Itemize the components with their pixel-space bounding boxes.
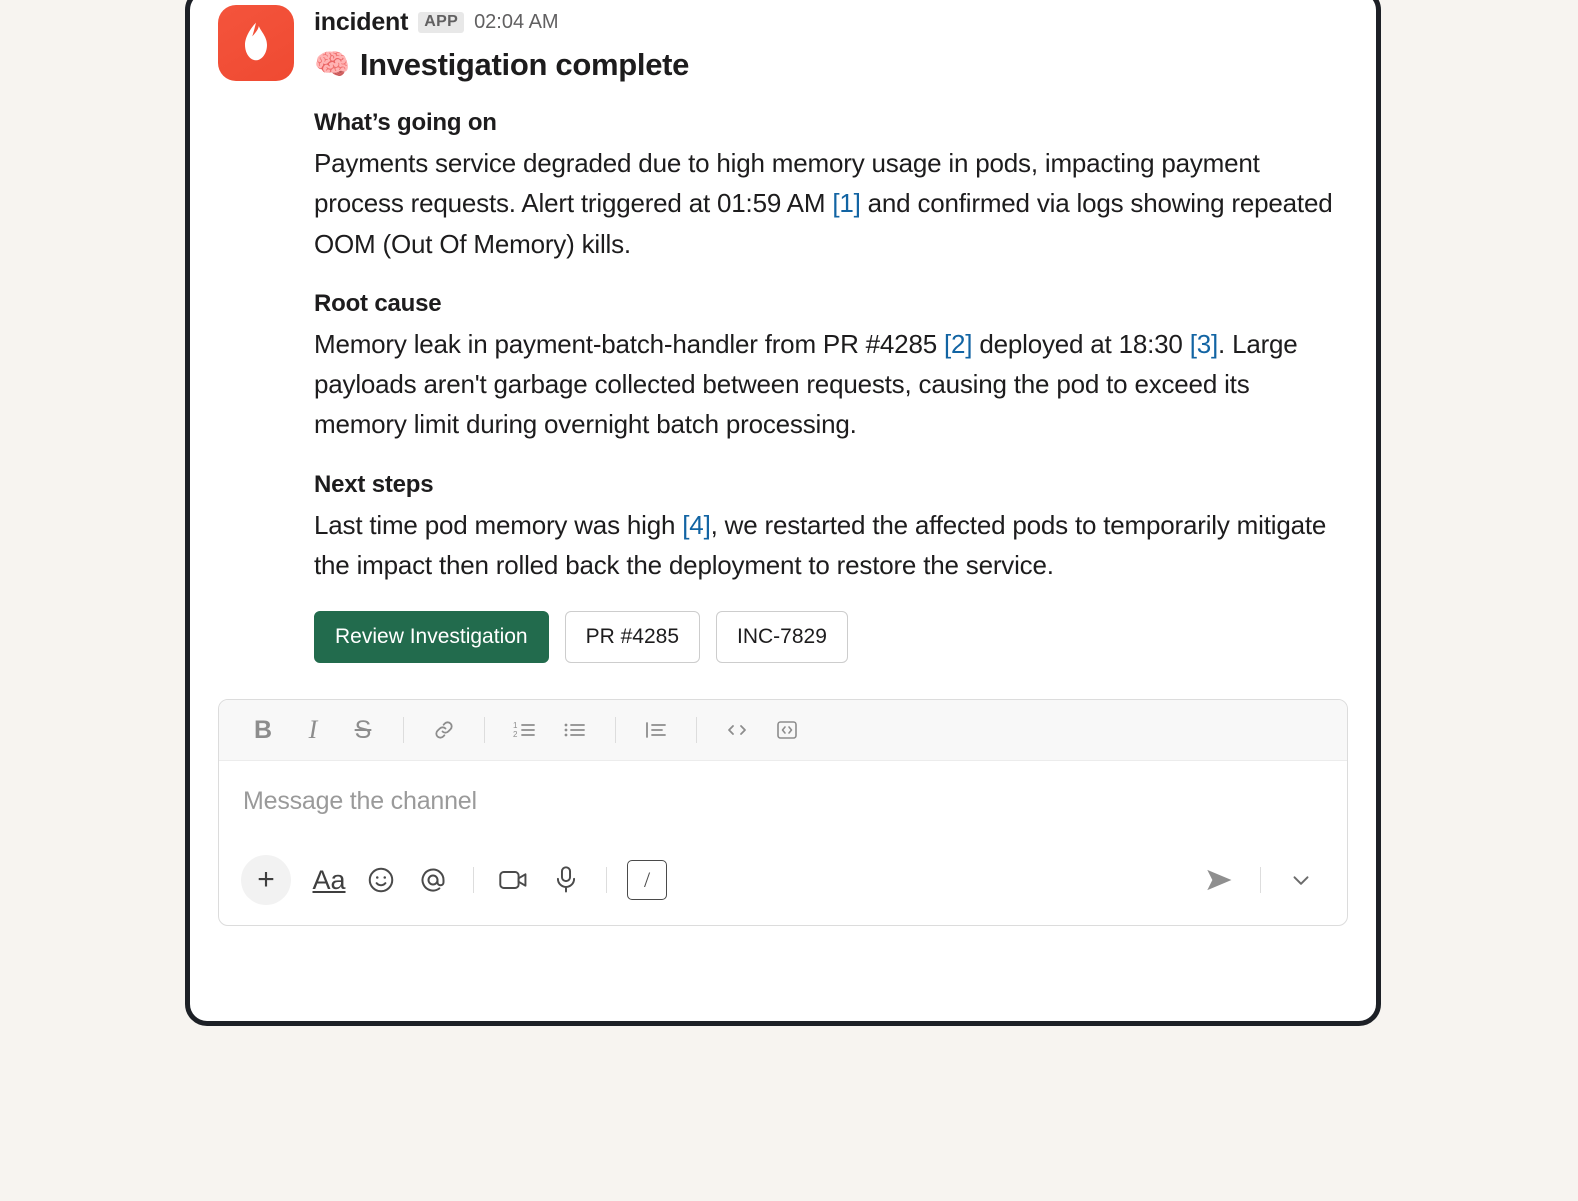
composer-footer xyxy=(219,849,1347,925)
footer-divider xyxy=(473,867,474,893)
bulleted-list-button[interactable] xyxy=(553,710,597,750)
blockquote-icon xyxy=(643,718,669,742)
section-heading: What’s going on xyxy=(314,109,497,136)
svg-text:1: 1 xyxy=(513,721,518,731)
slack-window xyxy=(185,0,1381,1026)
code-block-icon xyxy=(774,718,800,742)
section-root-cause xyxy=(314,290,1348,445)
code-icon xyxy=(724,718,750,742)
toolbar-divider xyxy=(484,717,485,743)
bulleted-list-icon xyxy=(562,718,588,742)
audio-clip-button[interactable] xyxy=(542,856,590,904)
svg-text:2: 2 xyxy=(513,730,518,740)
microphone-icon xyxy=(552,865,580,895)
citation-3[interactable]: [3] xyxy=(1189,328,1219,359)
message-title-row xyxy=(314,47,1348,83)
toolbar-divider xyxy=(696,717,697,743)
blockquote-button[interactable] xyxy=(634,710,678,750)
send-controls xyxy=(1196,856,1325,904)
message-input[interactable]: Message the channel xyxy=(243,787,477,816)
message-composer xyxy=(218,699,1348,926)
avatar xyxy=(218,5,294,81)
mention-button[interactable] xyxy=(409,856,457,904)
emoji-icon xyxy=(366,865,396,895)
review-investigation-button[interactable]: Review Investigation xyxy=(314,611,549,663)
message-header xyxy=(314,5,1348,39)
section-text xyxy=(314,143,1348,264)
at-icon xyxy=(418,865,448,895)
toolbar-divider xyxy=(403,717,404,743)
send-options-button[interactable] xyxy=(1277,856,1325,904)
section-heading: Next steps xyxy=(314,470,434,498)
send-button[interactable] xyxy=(1196,856,1244,904)
ordered-list-icon xyxy=(512,718,538,742)
text-fragment: deployed at 18:30 xyxy=(972,328,1190,359)
text-fragment: and confirmed via logs showing repeated OOM (Out Of Memory) kills. xyxy=(314,188,1333,259)
link-icon xyxy=(432,718,456,742)
incident-link-button[interactable]: INC-7829 xyxy=(716,611,848,663)
window-content xyxy=(190,0,1376,1021)
footer-divider xyxy=(606,867,607,893)
message-title: Investigation complete xyxy=(359,47,690,82)
chevron-down-icon xyxy=(1288,867,1314,893)
app-badge: APP xyxy=(418,12,464,33)
message-sender[interactable]: incident xyxy=(314,7,409,36)
link-button[interactable] xyxy=(422,710,466,750)
section-text xyxy=(314,505,1348,586)
section-text xyxy=(314,324,1348,445)
section-heading: Root cause xyxy=(314,289,442,317)
italic-button[interactable]: I xyxy=(308,715,318,745)
add-attachment-button[interactable]: + xyxy=(241,855,291,905)
flame-icon xyxy=(237,21,275,65)
message-actions xyxy=(314,611,1348,663)
message-timestamp[interactable]: 02:04 AM xyxy=(474,10,559,33)
send-divider xyxy=(1260,867,1261,893)
citation-1[interactable]: [1] xyxy=(832,188,861,219)
send-icon xyxy=(1204,866,1236,894)
section-whats-going-on xyxy=(314,109,1348,264)
slash-icon: / xyxy=(627,860,667,900)
citation-4[interactable]: [4] xyxy=(682,509,711,540)
bold-button[interactable]: B xyxy=(253,715,273,744)
toolbar-divider xyxy=(615,717,616,743)
ordered-list-button[interactable] xyxy=(503,710,547,750)
text-fragment: , we restarted the affected pods to temporarily mitigate the impact then rolled back the deployment to restore the service. xyxy=(314,509,1327,581)
text-fragment: Payments service degraded due to high memory usage in pods, impacting payment process requests. Alert triggered at 01:59 AM xyxy=(314,148,1260,219)
slash-command-button[interactable] xyxy=(623,856,671,904)
formatting-button[interactable]: Aa xyxy=(312,864,346,895)
brain-icon: 🧠 xyxy=(314,48,350,81)
section-next-steps xyxy=(314,471,1348,586)
text-fragment: . Large payloads aren't garbage collected between requests, causing the pod to exceed its memory limit during overnight batch processing. xyxy=(314,328,1298,440)
citation-2[interactable]: [2] xyxy=(944,328,973,359)
message xyxy=(218,0,1348,663)
message-body xyxy=(314,5,1348,663)
text-fragment: Memory leak in payment-batch-handler from PR #4285 xyxy=(314,328,944,359)
composer-toolbar xyxy=(219,700,1347,761)
emoji-button[interactable] xyxy=(357,856,405,904)
video-clip-button[interactable] xyxy=(490,856,538,904)
strikethrough-button[interactable]: S xyxy=(354,715,372,744)
text-fragment: Last time pod memory was high xyxy=(314,509,683,540)
video-icon xyxy=(498,866,530,894)
code-button[interactable] xyxy=(715,710,759,750)
code-block-button[interactable] xyxy=(765,710,809,750)
pr-link-button[interactable]: PR #4285 xyxy=(565,611,700,663)
